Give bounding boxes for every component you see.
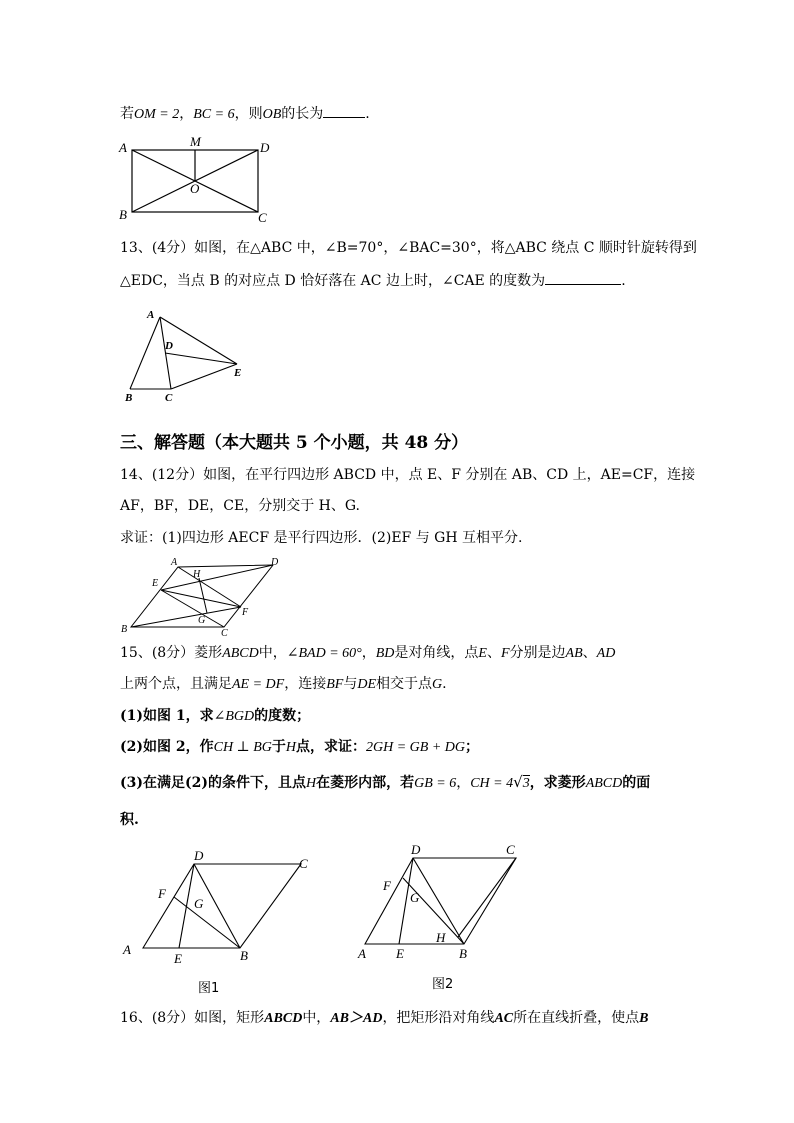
label-c: C (221, 628, 228, 639)
label-a: A (147, 309, 155, 321)
label-c: C (299, 856, 308, 871)
q12-line (120, 103, 370, 125)
q15-line3 (120, 706, 310, 727)
label-g: G (198, 615, 206, 626)
q15-line5 (120, 772, 650, 794)
label-b: B (119, 207, 127, 222)
q13-line2-text: △EDC，当点 B 的对应点 D 恰好落在 AC 边上时，∠CAE 的度数为 (120, 273, 546, 289)
q15-text: 的面 (622, 775, 651, 791)
q12-ob: OB (262, 107, 282, 122)
q13-line1: 13、(4分）如图，在△ABC 中，∠B=70°，∠BAC=30°，将△ABC 绕点 C 顺时针旋转得到 (120, 240, 697, 256)
label-d: D (260, 140, 270, 155)
q15-math: G (432, 677, 443, 692)
label-g: G (194, 896, 204, 911)
q15-math: CH ⊥ BG (213, 740, 272, 755)
figure-q13 (115, 305, 255, 405)
q15-text: 与 (343, 676, 358, 692)
q15-math: H (285, 740, 297, 755)
figure-q14 (115, 555, 290, 640)
label-a: A (119, 140, 127, 155)
q12-answer-blank (323, 103, 365, 118)
q15-math: ∠BAD = 60° (286, 646, 362, 661)
q15-math: F (500, 646, 510, 661)
q15-math: GB = 6 (414, 776, 457, 791)
q15-math: ABCD (222, 646, 259, 661)
q13-line2 (120, 270, 626, 291)
label-e: E (234, 367, 242, 379)
q15-math: DE (357, 677, 376, 692)
q15-text: . (442, 676, 447, 692)
q15-text: 在菱形内部，若 (316, 775, 415, 791)
q16-text: 16、(8分）如图，矩形 (120, 1010, 265, 1026)
q13-answer-blank (545, 270, 621, 285)
q15-math: AB (565, 646, 583, 661)
q15-text: 点，求证： (296, 739, 367, 755)
q15-line1 (120, 643, 615, 664)
q16-text: ，把矩形沿对角线 (382, 1010, 495, 1026)
q15-math: ABCD (585, 776, 623, 791)
label-h: H (436, 930, 446, 945)
figure-1-caption: 图1 (198, 981, 220, 996)
q15-math: AD (596, 646, 616, 661)
label-e: E (152, 578, 159, 589)
label-d: D (165, 340, 173, 352)
figure-q15-2 (352, 838, 532, 963)
label-h: H (193, 569, 201, 580)
q15-math: AE = DF (232, 677, 285, 692)
q15-math: CH = 4 (470, 776, 514, 791)
figure-2-caption: 图2 (432, 977, 454, 992)
q16-math: AB＞AD (330, 1011, 383, 1026)
q15-text: ，连接 (284, 676, 327, 692)
q15-text: 相交于点 (376, 676, 432, 692)
q13-line2-end: . (621, 273, 626, 289)
label-a: A (123, 942, 131, 957)
q15-line6: 积. (120, 812, 139, 828)
label-f: F (242, 607, 249, 618)
label-b: B (459, 946, 467, 961)
q12-sep1: ， (179, 106, 194, 122)
q16-math: ABCD (264, 1011, 303, 1026)
q16-math: AC (494, 1011, 514, 1026)
label-b: B (125, 392, 133, 404)
q12-text-pre: 若 (120, 106, 134, 122)
q14-line2: AF，BF，DE，CE，分别交于 H、G. (120, 498, 360, 514)
q16-math: B (639, 1011, 649, 1026)
q16-line1 (120, 1008, 648, 1029)
q15-math: H (305, 776, 317, 791)
q15-math: BF (326, 677, 344, 692)
q15-text: 、 (582, 645, 597, 661)
q15-text: 上两个点，且满足 (120, 676, 232, 692)
q15-text: 中， (258, 645, 287, 661)
label-a: A (171, 557, 178, 568)
label-d: D (194, 848, 204, 863)
q15-text: 、 (486, 645, 501, 661)
q15-text: (1)如图 1，求 (120, 708, 214, 724)
label-f: F (158, 886, 166, 901)
label-c: C (258, 210, 267, 225)
figure-q12 (110, 132, 280, 227)
q12-end: . (365, 106, 370, 122)
q12-sep2: ，则 (234, 106, 263, 122)
q15-line4 (120, 737, 479, 758)
q12-bc: BC = 6 (193, 107, 235, 122)
label-d: D (271, 557, 279, 568)
label-e: E (396, 946, 404, 961)
label-e: E (174, 951, 182, 966)
label-b: B (240, 948, 248, 963)
section-three-heading: 三、解答题（本大题共 5 个小题，共 48 分） (120, 433, 469, 453)
q15-line2 (120, 674, 447, 695)
q15-math: 2GH = GB + DG (366, 740, 466, 755)
q16-text: 中， (302, 1010, 331, 1026)
q15-math: 3 (522, 776, 530, 791)
label-c: C (506, 842, 515, 857)
q14-line3: 求证：(1)四边形 AECF 是平行四边形．(2)EF 与 GH 互相平分. (120, 530, 523, 546)
q15-text: 分别是边 (509, 645, 566, 661)
q15-text: 是对角线，点 (394, 645, 479, 661)
label-d: D (411, 842, 421, 857)
q15-text: ，求菱形 (529, 775, 586, 791)
q12-text-post: 的长为 (281, 106, 324, 122)
q15-math: ∠BGD (213, 709, 255, 724)
label-g: G (410, 890, 420, 905)
q15-text: ， (361, 645, 376, 661)
q14-line1: 14、(12分）如图，在平行四边形 ABCD 中，点 E、F 分别在 AB、CD 上，AE=CF，连接 (120, 467, 696, 483)
q15-text: 15、(8分）菱形 (120, 645, 223, 661)
q15-math: BD (375, 646, 395, 661)
label-f: F (383, 878, 391, 893)
sqrt-symbol: √ (513, 773, 523, 791)
q15-text: 的度数； (254, 708, 311, 724)
label-m: M (190, 134, 201, 149)
q15-math: E (478, 646, 487, 661)
label-a: A (358, 946, 366, 961)
figure-q15-1 (118, 842, 318, 967)
q15-text: ， (456, 775, 471, 791)
label-c: C (165, 392, 173, 404)
label-o: O (190, 181, 200, 196)
q15-text: ； (465, 739, 480, 755)
q12-om: OM = 2 (134, 107, 180, 122)
q15-text: (2)如图 2，作 (120, 739, 214, 755)
label-b: B (121, 624, 128, 635)
q15-text: (3)在满足(2)的条件下，且点 (120, 775, 306, 791)
q16-text: 所在直线折叠，使点 (513, 1010, 640, 1026)
q15-text: 于 (271, 739, 286, 755)
